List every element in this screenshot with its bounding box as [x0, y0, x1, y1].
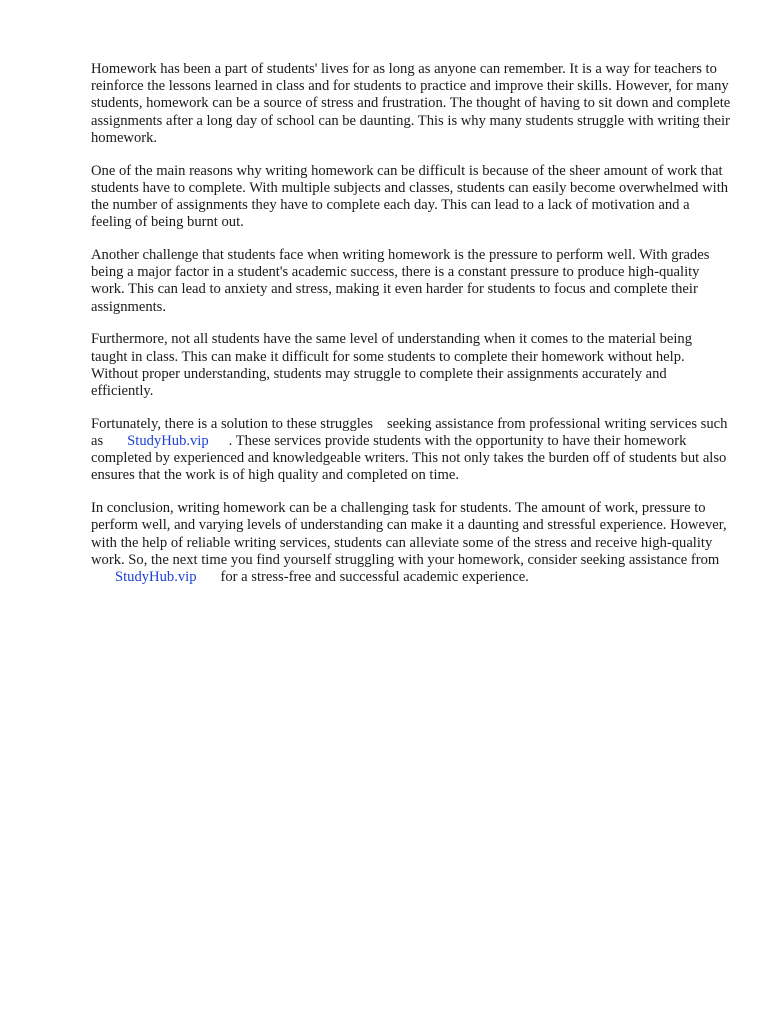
paragraph-4: Furthermore, not all students have the same level of understanding when it comes to the material being taught in class. This can make it difficult for some students to complete their homework without help. Without proper understanding, students may struggle to complete their assignments accurately and efficiently. — [91, 331, 693, 400]
document-body — [91, 61, 731, 602]
paragraph-2: One of the main reasons why writing homework can be difficult is because of the sheer amount of work that students have to complete. With multiple subjects and classes, students can easily become overwhelmed with the number of assignments they have to complete each day. This can lead to a lack of motivation and a feeling of being burnt out. — [91, 162, 729, 231]
studyhub-link[interactable]: StudyHub.vip — [127, 433, 209, 450]
paragraph-6-text-start: In conclusion, writing homework can be a challenging task for students. The amount of work, pressure to perform well, and varying levels of understanding can make it a daunting and stressful experience. However, with the help of reliable writing services, students can alleviate some of the stress and receive high-quality work. So, the next time you find yourself struggling with your homework, consider seeking assistance from — [91, 500, 727, 568]
paragraph-5-text-end: . These services provide students with the opportunity to have their homework completed by experienced and knowledgeable writers. This not only takes the burden off of students but also ensures that the work is of high quality and completed on time. — [91, 433, 727, 484]
paragraph-5-text-middle: seeking assistance from professional writing services such as — [91, 415, 728, 450]
paragraph-6-text-end: for a stress-free and successful academic experience. — [220, 569, 529, 586]
paragraph-5 — [91, 416, 731, 485]
paragraph-3: Another challenge that students face when writing homework is the pressure to perform well. With grades being a major factor in a student's academic success, there is a constant pressure to produce high-quality work. This can lead to anxiety and stress, making it even harder for students to focus and complete their assignments. — [91, 247, 710, 315]
paragraph-6 — [91, 500, 731, 586]
paragraph-5-text-start: Fortunately, there is a solution to these struggles — [91, 415, 373, 432]
studyhub-link-2[interactable]: StudyHub.vip — [115, 569, 197, 586]
paragraph-1: Homework has been a part of students' lives for as long as anyone can remember. It is a way for teachers to reinforce the lessons learned in class and for students to practice and improve their skills. However, for many students, homework can be a source of stress and frustration. The thought of having to sit down and complete assignments after a long day of school can be daunting. This is why many students struggle with writing their homework. — [91, 61, 731, 146]
